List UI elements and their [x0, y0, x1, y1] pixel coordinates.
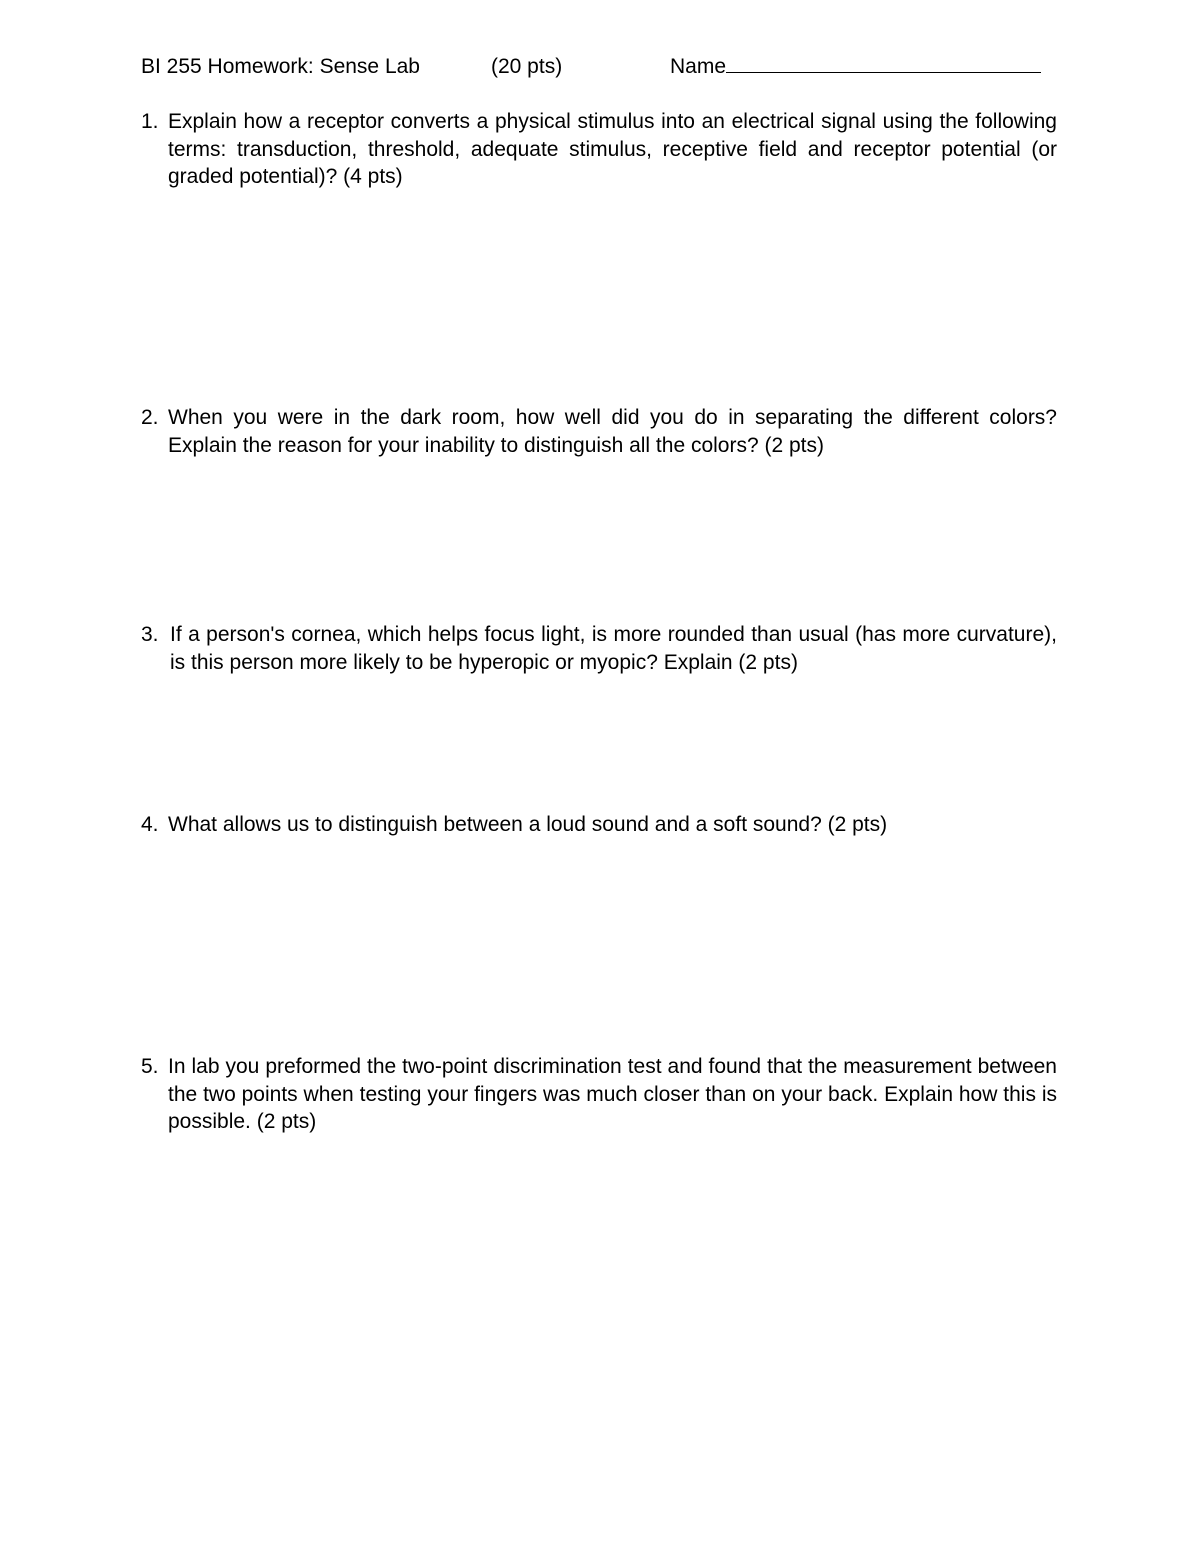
question-2 — [141, 404, 1057, 459]
question-3 — [141, 621, 1057, 676]
question-number: 2. — [141, 406, 159, 429]
question-1 — [141, 108, 1057, 191]
question-number: 4. — [141, 813, 159, 836]
name-field — [670, 52, 1041, 82]
document-header — [141, 52, 1051, 82]
question-text: When you were in the dark room, how well did you do in separating the different colors? Explain the reason for your inability to distinguish all the colors? (2 pts) — [168, 406, 1057, 457]
question-text: If a person's cornea, which helps focus light, is more rounded than usual (has more curvature), is this person more likely to be hyperopic or myopic? Explain (2 pts) — [170, 623, 1057, 674]
question-text: Explain how a receptor converts a physical stimulus into an electrical signal using the following terms: transduction, threshold, adequate stimulus, receptive field and receptor potential (or graded potential)? (4 pts) — [168, 110, 1057, 188]
question-text: What allows us to distinguish between a loud sound and a soft sound? (2 pts) — [168, 813, 888, 836]
question-number: 3. — [141, 623, 159, 646]
total-points: (20 pts) — [491, 55, 563, 78]
name-blank-line — [726, 54, 1041, 73]
name-label: Name — [670, 55, 727, 78]
question-number: 1. — [141, 110, 159, 133]
question-5 — [141, 1053, 1057, 1136]
question-number: 5. — [141, 1055, 159, 1078]
question-4 — [141, 811, 1057, 839]
document-title: BI 255 Homework: Sense Lab — [141, 55, 420, 78]
question-text: In lab you preformed the two-point discrimination test and found that the measurement between the two points when testing your fingers was much closer than on your back. Explain how this is possible. (2 pts) — [168, 1055, 1057, 1133]
